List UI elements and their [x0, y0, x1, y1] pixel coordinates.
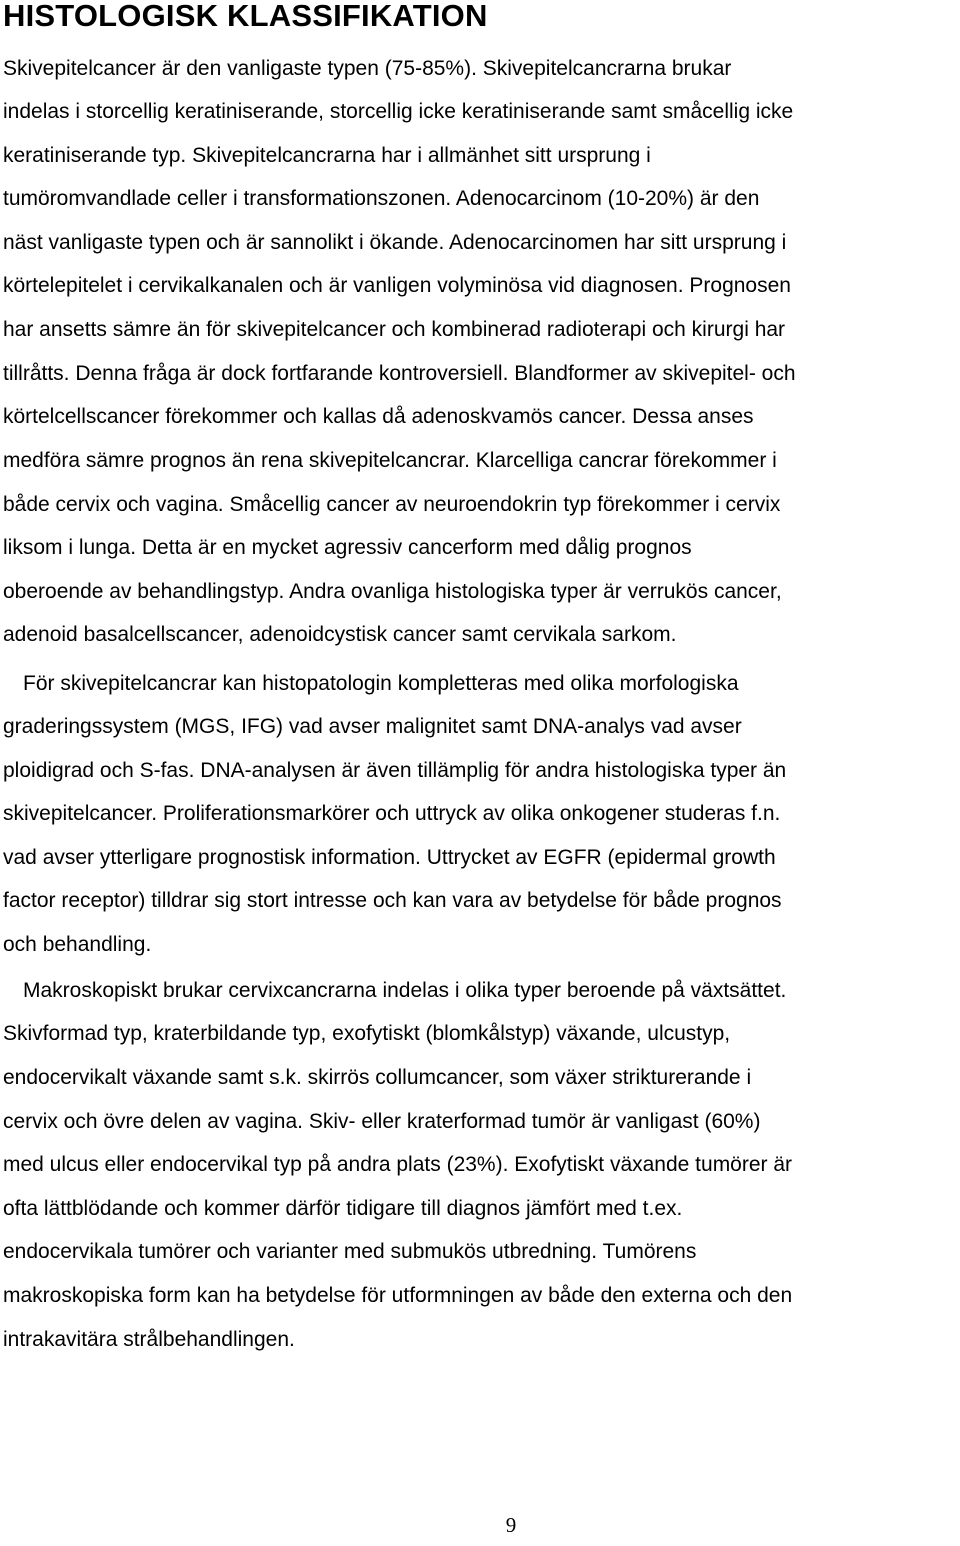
- text-line: ofta lättblödande och kommer därför tidigare till diagnos jämfört med t.ex.: [3, 1197, 683, 1220]
- text-line: graderingssystem (MGS, IFG) vad avser malignitet samt DNA-analys vad avser: [3, 715, 742, 738]
- text-line: keratiniserande typ. Skivepitelcancrarna har i allmänhet sitt ursprung i: [3, 144, 651, 167]
- text-line-indented: För skivepitelcancrar kan histopatologin kompletteras med olika morfologiska: [23, 672, 739, 695]
- text-line: vad avser ytterligare prognostisk information. Uttrycket av EGFR (epidermal growth: [3, 846, 776, 869]
- text-line: tillråtts. Denna fråga är dock fortfarande kontroversiell. Blandformer av skivepitel- och: [3, 362, 796, 385]
- text-line: makroskopiska form kan ha betydelse för utformningen av både den externa och den: [3, 1284, 793, 1307]
- text-line: skivepitelcancer. Proliferationsmarkörer och uttryck av olika onkogener studeras f.n.: [3, 802, 781, 825]
- text-line: cervix och övre delen av vagina. Skiv- eller kraterformad tumör är vanligast (60%): [3, 1110, 761, 1133]
- text-line: har ansetts sämre än för skivepitelcancer och kombinerad radioterapi och kirurgi har: [3, 318, 786, 341]
- section-heading: HISTOLOGISK KLASSIFIKATION: [3, 0, 488, 33]
- text-line-indented: Makroskopiskt brukar cervixcancrarna indelas i olika typer beroende på växtsättet.: [23, 979, 787, 1002]
- text-line: ploidigrad och S-fas. DNA-analysen är även tillämplig för andra histologiska typer än: [3, 759, 787, 782]
- text-line: liksom i lunga. Detta är en mycket agressiv cancerform med dålig prognos: [3, 536, 692, 559]
- text-line: Skivformad typ, kraterbildande typ, exofytiskt (blomkålstyp) växande, ulcustyp,: [3, 1022, 731, 1045]
- text-line: factor receptor) tilldrar sig stort intresse och kan vara av betydelse för både prognos: [3, 889, 782, 912]
- text-line: oberoende av behandlingstyp. Andra ovanliga histologiska typer är verrukös cancer,: [3, 580, 782, 603]
- text-line: intrakavitära strålbehandlingen.: [3, 1328, 295, 1351]
- text-line: med ulcus eller endocervikal typ på andra plats (23%). Exofytiskt växande tumörer är: [3, 1153, 793, 1176]
- text-line: både cervix och vagina. Småcellig cancer av neuroendokrin typ förekommer i cervix: [3, 493, 781, 516]
- text-line: adenoid basalcellscancer, adenoidcystisk cancer samt cervikala sarkom.: [3, 623, 677, 646]
- text-line: endocervikala tumörer och varianter med submukös utbredning. Tumörens: [3, 1240, 697, 1263]
- text-line: körtelepitelet i cervikalkanalen och är vanligen volyminösa vid diagnosen. Prognosen: [3, 274, 791, 297]
- text-line: näst vanligaste typen och är sannolikt i ökande. Adenocarcinomen har sitt ursprung i: [3, 231, 787, 254]
- text-line: Skivepitelcancer är den vanligaste typen (75-85%). Skivepitelcancrarna brukar: [3, 57, 732, 80]
- page-number: 9: [505, 1513, 517, 1537]
- text-line: och behandling.: [3, 933, 152, 956]
- text-line: endocervikalt växande samt s.k. skirrös collumcancer, som växer strikturerande i: [3, 1066, 752, 1089]
- text-line: tumöromvandlade celler i transformationszonen. Adenocarcinom (10-20%) är den: [3, 187, 760, 210]
- text-line: indelas i storcellig keratiniserande, storcellig icke keratiniserande samt småcellig icke: [3, 100, 794, 123]
- text-line: medföra sämre prognos än rena skivepitelcancrar. Klarcelliga cancrar förekommer i: [3, 449, 777, 472]
- text-line: körtelcellscancer förekommer och kallas då adenoskvamös cancer. Dessa anses: [3, 405, 754, 428]
